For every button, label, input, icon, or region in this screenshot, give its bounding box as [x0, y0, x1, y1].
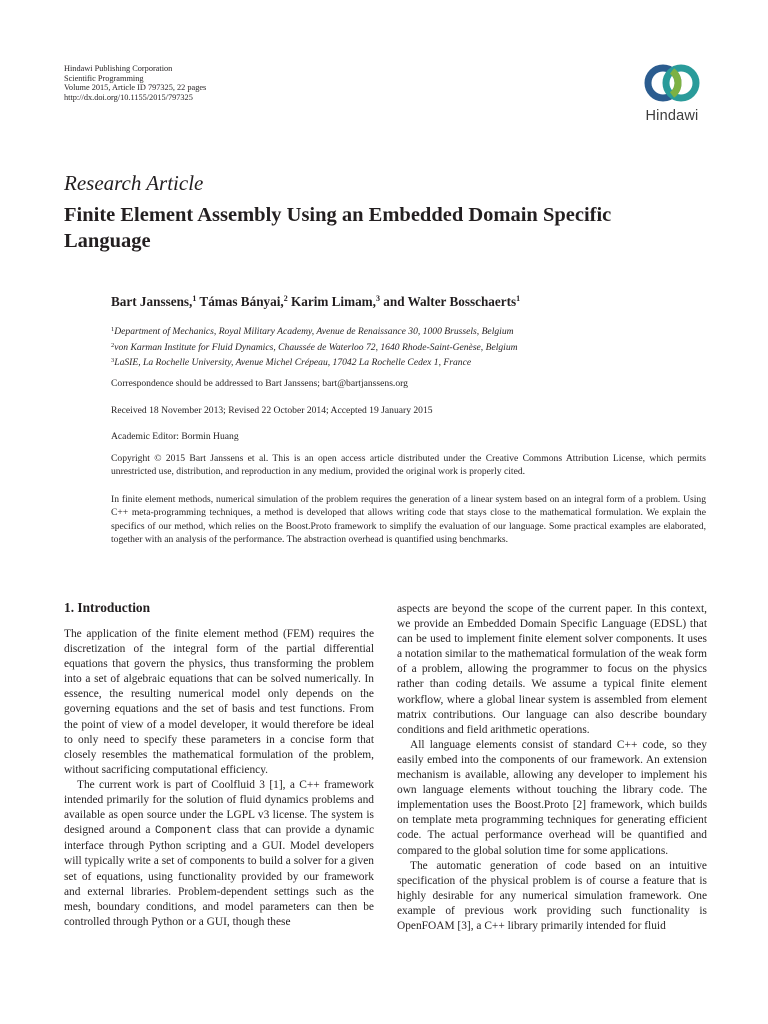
- right-column: [397, 602, 707, 934]
- publisher-info: [64, 64, 206, 102]
- publisher-name: Hindawi Publishing Corporation: [64, 64, 173, 73]
- dates: Received 18 November 2013; Revised 22 October 2014; Accepted 19 January 2015: [111, 405, 433, 416]
- paper-title: Finite Element Assembly Using an Embedded Domain Specific Language: [64, 204, 612, 252]
- author: Bart Janssens,$^1$: [111, 294, 197, 309]
- paragraph: The automatic generation of code based on an intuitive specification of the physical problem is of course a feature that is highly desirable for any numerical simulation framework. One example of previous work providing such functionality is OpenFOAM [3], a C++ library primarily intended for fluid: [397, 859, 707, 932]
- section-heading: 1. Introduction: [64, 600, 151, 615]
- author: Támas Bányai,$^2$: [199, 294, 288, 309]
- paragraph: aspects are beyond the scope of the current paper. In this context, we provide an Embedded Domain Specific Language (EDSL) that can be used to implement finite element solver components. It uses a notation similar to the mathematical formulation of the weak form of a problem, allowing the programmer to focus on the physics rather than coding details. We assume a typical finite element workflow, where a global linear system is assembled from element matrix contributions. Our language can also describe boundary conditions and field arithmetic operations.: [397, 603, 707, 736]
- paragraph: All language elements consist of standard C++ code, so they easily embed into the components of our framework. An extension mechanism is available, allowing any developer to implement his own language elements without touching the library code. The implementation uses the Boost.Proto [2] framework, which builds on template meta programming techniques for generating efficient code. The actual performance overhead will be quantified and compared to the global solution time for some applications.: [397, 738, 707, 857]
- academic-editor: Academic Editor: Bormin Huang: [111, 431, 239, 442]
- affiliation: $^3$LaSIE, La Rochelle University, Avenue Michel Crépeau, 17042 La Rochelle Cedex 1, France: [111, 357, 472, 369]
- logo-wordmark: Hindawi: [645, 108, 699, 124]
- left-column: [64, 600, 374, 930]
- journal-name: Scientific Programming: [64, 73, 144, 83]
- correspondence: Correspondence should be addressed to Bart Janssens; bart@bartjanssens.org: [111, 378, 408, 389]
- paragraph: The current work is part of Coolfluid 3 [1], a C++ framework intended primarily for the solution of fluid dynamics problems and available as open source under the LGPL v3 license. The system is designed around a Component class that can provide a dynamic interface through Python scripting and a GUI. Model developers will typically write a set of components to build a solver for a given set of equations, using functionality provided by our framework and external libraries. Problem-dependent settings such as the mesh, boundary conditions, and model parameters can then be controlled through Python or a GUI, though these: [64, 778, 374, 928]
- article-type: Research Article: [64, 171, 204, 195]
- affiliation: $^2$von Karman Institute for Fluid Dynamics, Chaussée de Waterloo 72, 1640 Rhode-Saint-Genèse, Belgium: [111, 341, 518, 353]
- paragraph: The application of the finite element method (FEM) requires the discretization of the integral form of the partial differential equations that govern the physics, thus transforming the problem into a set of algebraic equations that can be solved numerically. In essence, the resulting numerical model only depends on the governing equations and the set of basis and test functions. From the point of view of a model developer, it would therefore be ideal to only need to specify these parameters in a concise form that closely resembles the mathematical formulation of the problem, without sacrificing computational efficiency.: [64, 628, 374, 776]
- code-inline: Component: [155, 825, 213, 838]
- affiliation: $^1$Department of Mechanics, Royal Military Academy, Avenue de Renaissance 30, 1000 Brussels, Belgium: [111, 326, 514, 337]
- author-list: [111, 294, 520, 310]
- author: and Walter Bosschaerts$^1$: [383, 294, 521, 309]
- volume-info: Volume 2015, Article ID 797325, 22 pages: [64, 83, 207, 93]
- copyright-notice: Copyright © 2015 Bart Janssens et al. This is an open access article distributed under the Creative Commons Attribution License, which permits unrestricted use, distribution, and reproduction in any medium, provided the original work is properly cited.: [111, 453, 706, 477]
- hindawi-logo-icon: [642, 60, 702, 106]
- hindawi-logo: [633, 60, 711, 138]
- abstract: In finite element methods, numerical simulation of the problem requires the generation of a linear system based on an integral form of a problem. Using C++ meta-programming techniques, a method is developed that allows writing code that stays close to the mathematical formulation. We explain the specifics of our method, which relies on the Boost.Proto framework to simplify the evaluation of our language. Some practical examples are elaborated, together with an analysis of the performance. The abstraction overhead is quantified using benchmarks.: [111, 494, 706, 546]
- author: Karim Limam,$^3$: [290, 294, 380, 309]
- doi-link[interactable]: http://dx.doi.org/10.1155/2015/797325: [64, 92, 193, 102]
- affiliations: [111, 323, 518, 370]
